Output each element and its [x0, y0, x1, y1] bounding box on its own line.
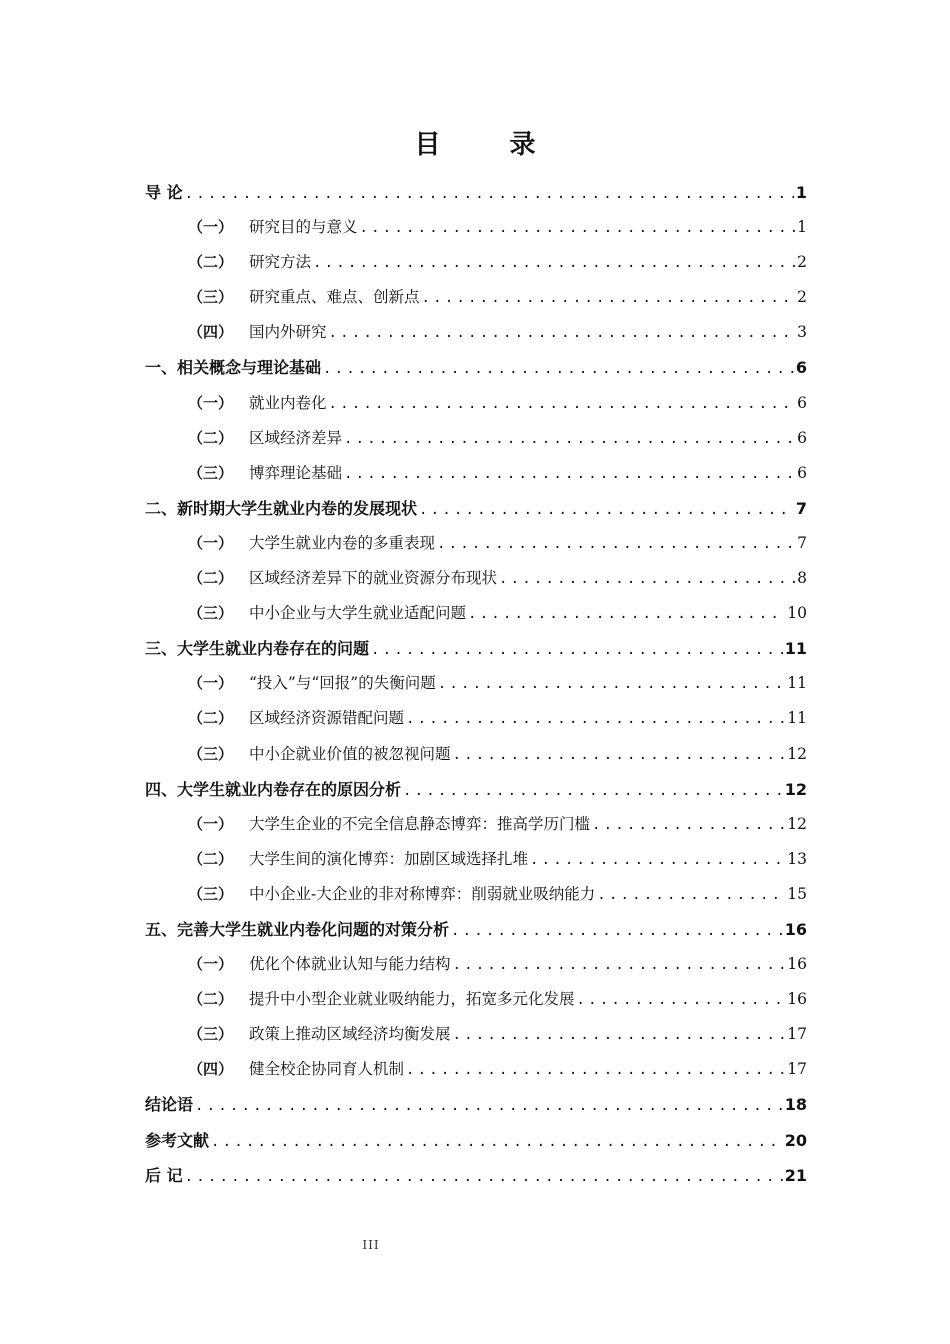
toc-section-number: （三）: [188, 744, 234, 763]
toc-page-number: 6: [797, 463, 807, 482]
toc-entry-label: 大学生企业的不完全信息静态博弈：推高学历门槛: [249, 814, 591, 833]
toc-entry-label: 区域经济差异下的就业资源分布现状: [249, 569, 498, 588]
toc-entry-label: 博弈理论基础: [249, 463, 343, 482]
toc-chapter-entry[interactable]: [145, 631, 807, 666]
dot-leader: [406, 702, 785, 737]
toc-entry-label: 就业内卷化: [249, 393, 327, 412]
toc-entry-label: 健全校企协同育人机制: [249, 1060, 405, 1079]
toc-page-number: 11: [787, 709, 807, 728]
toc-section-entry[interactable]: [145, 982, 807, 1017]
dot-leader: [185, 1160, 783, 1195]
toc-entry-label: 政策上推动区域经济均衡发展: [249, 1025, 451, 1044]
toc-page-number: 16: [787, 955, 807, 974]
toc-entry-label: 大学生间的演化博弈：加剧区域选择扎堆: [249, 849, 529, 868]
toc-chapter-entry[interactable]: [145, 1123, 807, 1158]
toc-page-number: 6: [797, 393, 807, 412]
toc-section-entry[interactable]: [145, 561, 807, 596]
toc-entry-label: 提升中小型企业就业吸纳能力，拓宽多元化发展: [249, 990, 575, 1009]
toc-page-number: 16: [784, 919, 807, 939]
toc-section-number: （三）: [188, 884, 234, 903]
toc-page-number: 18: [784, 1095, 807, 1115]
toc-entry-label: 研究重点、难点、创新点: [249, 288, 420, 307]
dot-leader: [211, 1125, 783, 1160]
toc-section-number: （一）: [188, 218, 234, 237]
dot-leader: [530, 843, 785, 878]
dot-leader: [371, 633, 783, 668]
toc-page-number: 13: [787, 849, 807, 868]
dot-leader: [453, 948, 786, 983]
dot-leader: [468, 597, 785, 632]
dot-leader: [403, 774, 783, 809]
toc-page-number: 15: [787, 884, 807, 903]
toc-section-entry[interactable]: [145, 245, 807, 280]
toc-page-number: 2: [797, 288, 807, 307]
toc-section-number: （二）: [188, 428, 234, 447]
toc-chapter-entry[interactable]: [145, 1087, 807, 1122]
toc-page-number: 8: [797, 569, 807, 588]
toc-page-number: 21: [784, 1165, 807, 1185]
toc-page-number: 20: [784, 1130, 807, 1150]
toc-entry-label: “投入”与“回报”的失衡问题: [249, 674, 436, 693]
toc-section-number: （二）: [188, 709, 234, 728]
toc-entry-label: 区域经济差异: [249, 428, 343, 447]
toc-section-number: （三）: [188, 288, 234, 307]
dot-leader: [438, 667, 786, 702]
toc-chapter-entry[interactable]: [145, 491, 807, 526]
dot-leader: [329, 316, 796, 351]
toc-section-entry[interactable]: [145, 1017, 807, 1052]
toc-entry-label: 中小企业与大学生就业适配问题: [249, 604, 467, 623]
toc-page-number: 17: [787, 1060, 807, 1079]
toc-entry-label: 研究方法: [249, 253, 312, 272]
toc-entry-label: 后 记: [145, 1165, 183, 1185]
toc-entry-label: 三、大学生就业内卷存在的问题: [145, 639, 370, 659]
toc-section-number: （一）: [188, 393, 234, 412]
toc-entry-label: 一、相关概念与理论基础: [145, 358, 322, 378]
dot-leader: [406, 1053, 785, 1088]
dot-leader: [422, 281, 796, 316]
dot-leader: [451, 914, 783, 949]
toc-section-entry[interactable]: [145, 947, 807, 982]
toc-section-number: （二）: [188, 849, 234, 868]
toc-entry-label: 二、新时期大学生就业内卷的发展现状: [145, 498, 418, 518]
toc-entry-label: 四、大学生就业内卷存在的原因分析: [145, 779, 402, 799]
dot-leader: [499, 562, 795, 597]
toc-section-number: （二）: [188, 569, 234, 588]
page-footer-number: III: [362, 1238, 380, 1252]
dot-leader: [344, 422, 795, 457]
dot-leader: [453, 738, 786, 773]
toc-page-number: 6: [795, 358, 807, 378]
toc-entry-label: 区域经济资源错配问题: [249, 709, 405, 728]
toc-entry-label: 中小企就业价值的被忽视问题: [249, 744, 451, 763]
dot-leader: [360, 211, 796, 246]
toc-page-number: 7: [795, 498, 807, 518]
toc-section-number: （一）: [188, 955, 234, 974]
dot-leader: [195, 1089, 783, 1124]
toc-section-number: （一）: [188, 674, 234, 693]
toc-section-number: （四）: [188, 323, 234, 342]
toc-page-number: 1: [795, 183, 807, 202]
toc-page-number: 12: [784, 779, 807, 799]
toc-section-entry[interactable]: [145, 842, 807, 877]
toc-section-entry[interactable]: [145, 280, 807, 315]
dot-leader: [329, 387, 796, 422]
dot-leader: [419, 493, 794, 528]
toc-section-number: （三）: [188, 463, 234, 482]
toc-chapter-entry[interactable]: [145, 1158, 807, 1193]
dot-leader: [437, 527, 795, 562]
toc-page-number: 11: [784, 639, 807, 659]
toc-section-entry[interactable]: [145, 737, 807, 772]
toc-page-number: 10: [787, 604, 807, 623]
dot-leader: [577, 983, 786, 1018]
dot-leader: [323, 352, 794, 387]
toc-section-entry[interactable]: [145, 666, 807, 701]
toc-page-number: 6: [797, 428, 807, 447]
toc-section-number: （四）: [188, 1060, 234, 1079]
toc-entry-label: 优化个体就业认知与能力结构: [249, 955, 451, 974]
toc-section-entry[interactable]: [145, 807, 807, 842]
dot-leader: [185, 177, 794, 212]
toc-chapter-entry[interactable]: [145, 350, 807, 385]
table-of-contents: [145, 175, 807, 1193]
toc-page-number: 1: [797, 218, 807, 237]
toc-section-number: （二）: [188, 253, 234, 272]
toc-title: 目 录: [414, 130, 566, 160]
toc-entry-label: 结论语: [145, 1095, 194, 1115]
toc-entry-label: 中小企业-大企业的非对称博弈：削弱就业吸纳能力: [249, 884, 596, 903]
toc-page-number: 7: [797, 533, 807, 552]
toc-section-entry[interactable]: [145, 526, 807, 561]
dot-leader: [597, 878, 785, 913]
toc-section-entry[interactable]: [145, 386, 807, 421]
toc-entry-label: 大学生就业内卷的多重表现: [249, 533, 436, 552]
toc-section-entry[interactable]: [145, 596, 807, 631]
dot-leader: [592, 808, 785, 843]
toc-entry-label: 五、完善大学生就业内卷化问题的对策分析: [145, 919, 450, 939]
toc-entry-label: 参考文献: [145, 1130, 210, 1150]
toc-chapter-entry[interactable]: [145, 912, 807, 947]
toc-section-entry[interactable]: [145, 456, 807, 491]
toc-chapter-entry[interactable]: [145, 175, 807, 210]
toc-section-number: （二）: [188, 990, 234, 1009]
toc-page-number: 12: [787, 744, 807, 763]
toc-section-entry[interactable]: [145, 210, 807, 245]
toc-section-number: （三）: [188, 1025, 234, 1044]
toc-section-number: （一）: [188, 533, 234, 552]
toc-chapter-entry[interactable]: [145, 772, 807, 807]
toc-entry-label: 国内外研究: [249, 323, 327, 342]
toc-entry-label: 研究目的与意义: [249, 218, 358, 237]
toc-page-number: 16: [787, 990, 807, 1009]
toc-section-entry[interactable]: [145, 1052, 807, 1087]
toc-page-number: 12: [787, 814, 807, 833]
toc-page-number: 2: [797, 253, 807, 272]
toc-section-entry[interactable]: [145, 701, 807, 736]
dot-leader: [344, 457, 795, 492]
toc-entry-label: 导 论: [145, 183, 183, 202]
toc-section-entry[interactable]: [145, 315, 807, 350]
toc-page-number: 3: [797, 323, 807, 342]
dot-leader: [453, 1018, 786, 1053]
toc-page-number: 11: [787, 674, 807, 693]
dot-leader: [313, 246, 795, 281]
toc-section-entry[interactable]: [145, 421, 807, 456]
toc-section-number: （三）: [188, 604, 234, 623]
toc-section-number: （一）: [188, 814, 234, 833]
toc-section-entry[interactable]: [145, 877, 807, 912]
toc-page-number: 17: [787, 1025, 807, 1044]
